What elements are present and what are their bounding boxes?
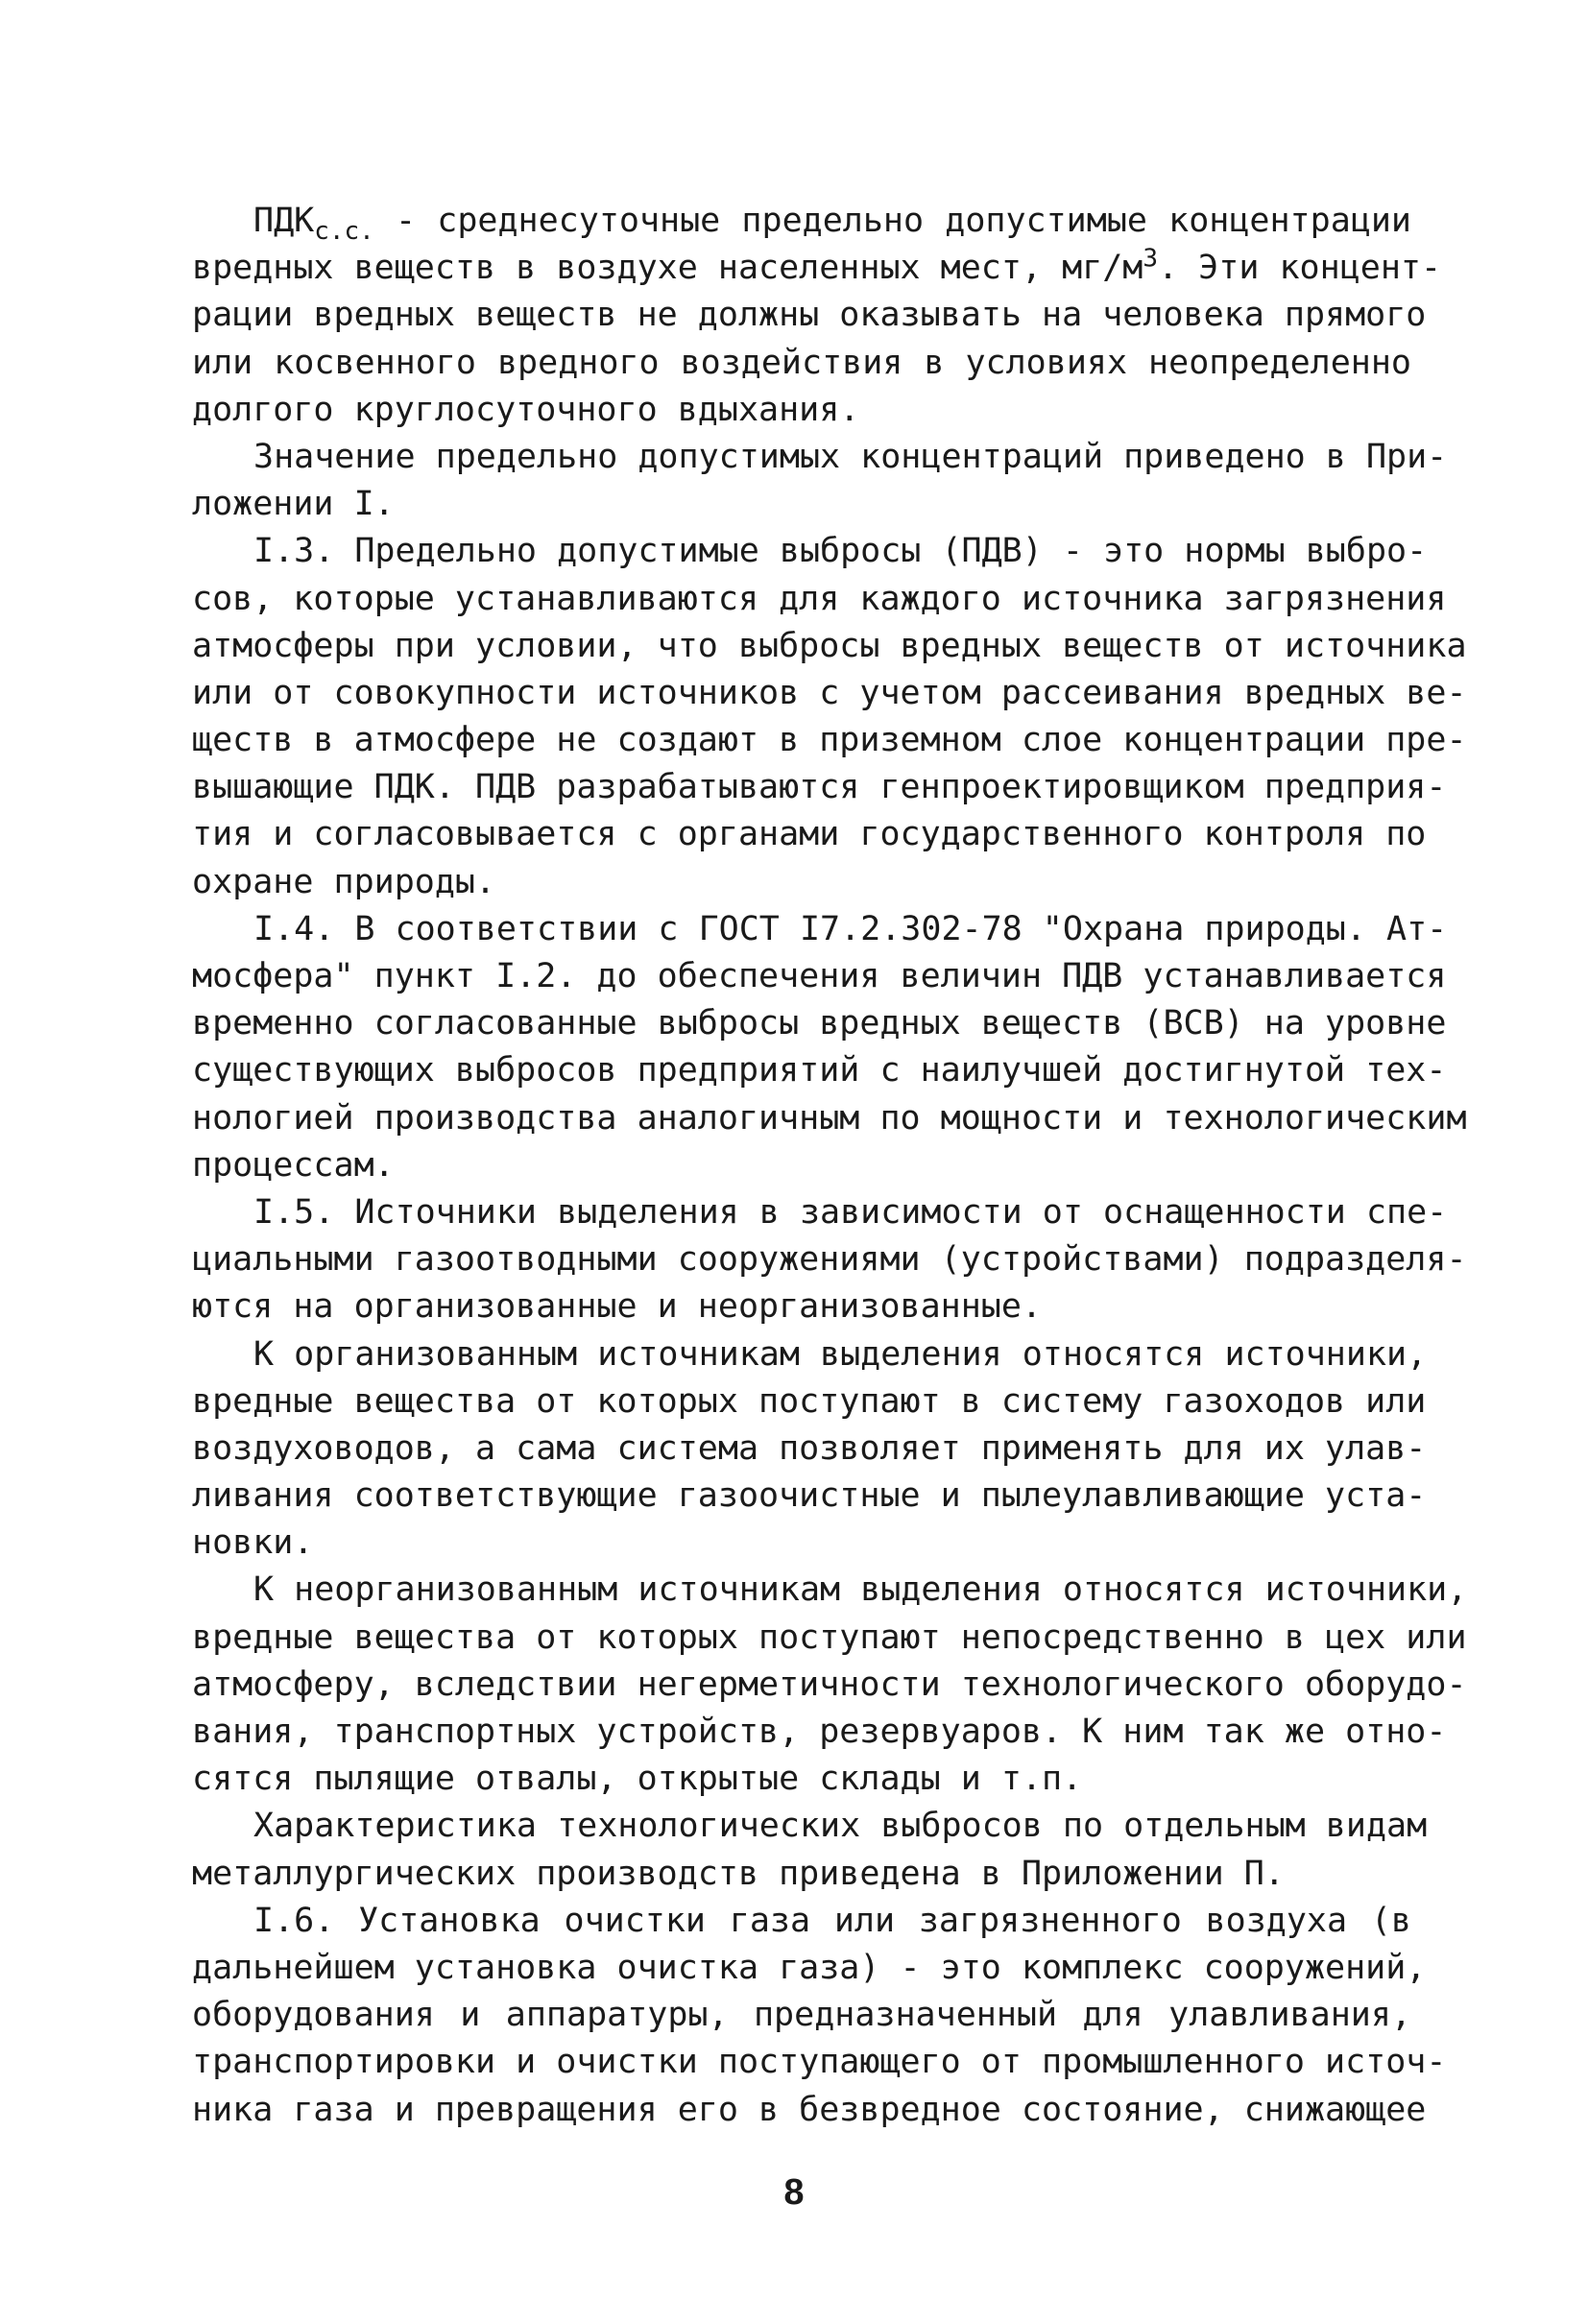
- text-fragment: I.3. Предельно допустимые выбросы (ПДВ) - это нормы выбро-: [253, 532, 1428, 571]
- text-fragment: сов, которые устанавливаются для каждого источника загрязнения: [192, 579, 1447, 618]
- body-text: [192, 198, 1468, 2134]
- text-line: [192, 1142, 1411, 1189]
- text-line: [192, 1992, 1411, 2039]
- text-fragment: вредные вещества от которых поступают в систему газоходов или: [192, 1381, 1427, 1421]
- subscript: с.с.: [314, 217, 374, 246]
- text-fragment: ются на организованные и неорганизованные.: [192, 1287, 1043, 1327]
- text-fragment: вания, транспортных устройств, резервуаров. К ним так же отно-: [192, 1713, 1447, 1751]
- text-line: [192, 1898, 1411, 1945]
- text-fragment: охране природы.: [192, 862, 496, 901]
- text-fragment: ливания соответствующие газоочистные и пылеулавливающие уста-: [192, 1476, 1427, 1516]
- text-fragment: или косвенного вредного воздействия в условиях неопределенно: [192, 343, 1411, 382]
- text-line: [192, 1378, 1427, 1426]
- text-fragment: ложении I.: [192, 485, 395, 524]
- text-fragment: I.5. Источники выделения в зависимости от оснащенности спе-: [253, 1192, 1448, 1232]
- text-line: [192, 811, 1427, 858]
- text-line: [192, 198, 1411, 245]
- page-number: 8: [783, 2172, 805, 2213]
- text-line: [192, 670, 1467, 717]
- text-fragment: I.4. В соответствии с ГОСТ I7.2.302-78 "Охрана природы. Ат-: [253, 909, 1448, 948]
- text-line: [192, 244, 1442, 292]
- text-line: [192, 1189, 1448, 1236]
- text-fragment: вредных веществ в воздухе населенных мест, мг/м: [192, 249, 1143, 288]
- text-line: [192, 1236, 1467, 1283]
- text-line: [192, 623, 1467, 670]
- text-fragment: К организованным источникам выделения относятся источники,: [253, 1334, 1428, 1374]
- text-fragment: вредные вещества от которых поступают непосредственно в цех или: [192, 1617, 1467, 1657]
- text-line: [192, 1662, 1467, 1709]
- text-fragment: дальнейшем установка очистка газа) - это комплекс сооружений,: [192, 1948, 1427, 1987]
- text-line: [192, 434, 1448, 481]
- text-line: [192, 953, 1447, 1000]
- text-line: [192, 717, 1467, 764]
- text-line: [192, 1756, 1411, 1803]
- text-line: [192, 1567, 1468, 1614]
- text-line: [192, 1000, 1447, 1047]
- text-fragment: ществ в атмосфере не создают в приземном слое концентрации пре-: [192, 721, 1467, 760]
- text-line: [192, 576, 1447, 623]
- text-line: [192, 2039, 1447, 2086]
- text-fragment: циальными газоотводными сооружениями (устройствами) подразделя-: [192, 1240, 1467, 1280]
- text-line: [192, 340, 1411, 387]
- text-fragment: или от совокупности источников с учетом рассеивания вредных ве-: [192, 673, 1467, 712]
- text-line: [192, 1331, 1428, 1378]
- text-fragment: I.6. Установка очистки газа или загрязненного воздуха (в: [253, 1901, 1411, 1940]
- text-fragment: мосфера" пункт I.2. до обеспечения величин ПДВ устанавливается: [192, 957, 1447, 995]
- text-fragment: К неорганизованным источникам выделения относятся источники,: [253, 1570, 1468, 1610]
- superscript: 3: [1143, 244, 1159, 274]
- text-line: [192, 1945, 1427, 1992]
- text-fragment: Характеристика технологических выбросов по отдельным видам: [253, 1807, 1428, 1846]
- text-fragment: оборудования и аппаратуры, предназначенный для улавливания,: [192, 1996, 1411, 2035]
- text-fragment: воздуховодов, а сама система позволяет применять для их улав-: [192, 1428, 1427, 1468]
- text-fragment: ника газа и превращения его в безвредное состояние, снижающее: [192, 2090, 1427, 2129]
- text-line: [192, 1426, 1427, 1473]
- text-line: [192, 1615, 1467, 1662]
- text-fragment: вышающие ПДК. ПДВ разрабатываются генпроектировщиком предприя-: [192, 768, 1447, 807]
- text-fragment: существующих выбросов предприятий с наилучшей достигнутой тех-: [192, 1051, 1447, 1090]
- text-line: [192, 1473, 1427, 1520]
- text-line: [192, 481, 1411, 528]
- text-line: [192, 1283, 1411, 1330]
- text-line: [192, 1803, 1428, 1850]
- text-fragment: новки.: [192, 1523, 314, 1563]
- text-line: [192, 292, 1427, 339]
- text-fragment: временно согласованные выбросы вредных веществ (ВСВ) на уровне: [192, 1004, 1447, 1043]
- text-fragment: нологией производства аналогичным по мощности и технологическим: [192, 1098, 1467, 1138]
- text-fragment: транспортировки и очистки поступающего от промышленного источ-: [192, 2043, 1447, 2082]
- text-fragment: долгого круглосуточного вдыхания.: [192, 390, 860, 429]
- text-fragment: рации вредных веществ не должны оказывать на человека прямого: [192, 296, 1427, 335]
- text-line: [192, 906, 1448, 953]
- text-line: [192, 1520, 1411, 1567]
- text-line: [192, 1851, 1411, 1898]
- text-fragment: металлургических производств приведена в Приложении П.: [192, 1854, 1285, 1893]
- text-fragment: - среднесуточные предельно допустимые концентрации: [373, 202, 1411, 240]
- text-fragment: тия и согласовывается с органами государственного контроля по: [192, 815, 1427, 854]
- text-fragment: процессам.: [192, 1145, 395, 1185]
- text-line: [192, 859, 1411, 906]
- text-line: [192, 528, 1428, 575]
- text-line: [192, 764, 1447, 811]
- text-line: [192, 1709, 1447, 1756]
- text-fragment: . Эти концент-: [1158, 249, 1442, 288]
- text-fragment: Значение предельно допустимых концентраций приведено в При-: [253, 437, 1448, 476]
- text-fragment: ПДК: [253, 202, 315, 240]
- text-fragment: атмосферы при условии, что выбросы вредных веществ от источника: [192, 626, 1467, 665]
- text-line: [192, 1095, 1467, 1142]
- text-line: [192, 2087, 1427, 2134]
- text-fragment: сятся пылящие отвалы, открытые склады и т.п.: [192, 1760, 1083, 1799]
- text-fragment: атмосферу, вследствии негерметичности технологического оборудо-: [192, 1665, 1467, 1704]
- text-line: [192, 387, 1411, 434]
- text-line: [192, 1047, 1447, 1094]
